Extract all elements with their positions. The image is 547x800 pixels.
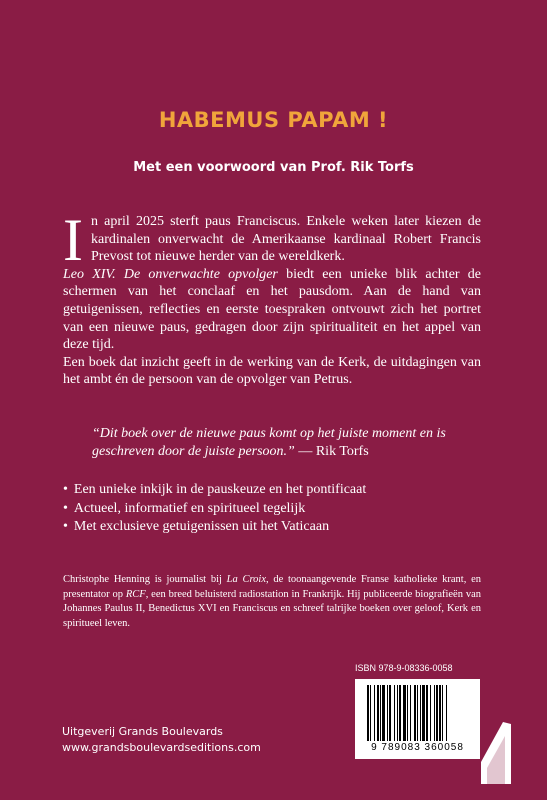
pull-quote <box>92 425 467 461</box>
bio-text: Christophe Henning is journalist bij <box>63 574 227 585</box>
bio-text: , de toonaangevende Franse katholieke krant, en presentator op <box>63 574 481 600</box>
barcode <box>355 679 480 759</box>
publisher-url: www.grandsboulevardseditions.com <box>62 741 261 754</box>
barcode-bars <box>365 685 470 741</box>
cover-subtitle: Met een voorwoord van Prof. Rik Torfs <box>133 160 414 175</box>
feature-list <box>63 481 483 537</box>
quote-attribution: — Rik Torfs <box>294 444 369 459</box>
isbn-label: ISBN 978-9-08336-0058 <box>355 663 453 673</box>
blurb <box>63 207 481 389</box>
list-item: • Een unieke inkijk in de pauskeuze en het pontificaat <box>63 481 483 500</box>
blurb-paragraph-1 <box>63 207 481 273</box>
author-bio <box>63 573 481 631</box>
list-item: • Met exclusieve getuigenissen uit het Vaticaan <box>63 518 483 537</box>
list-item: • Actueel, informatief en spiritueel tegelijk <box>63 500 483 519</box>
quote-text: “Dit boek over de nieuwe paus komt op het juiste moment en is geschreven door de juiste persoon.” <box>92 426 446 459</box>
publisher-name: Uitgeverij Grands Boulevards <box>62 725 223 738</box>
blurb-paragraph-3: Een boek dat inzicht geeft in de werking van de Kerk, de uitdagingen van het ambt én de persoon van de opvolger van Petrus. <box>63 354 481 388</box>
barcode-digits: 9 789083 360058 <box>371 742 464 753</box>
publisher-info <box>62 724 261 756</box>
blurb-p2-text: biedt een unieke blik achter de schermen van het conclaaf en het pausdom. Aan de hand van getuigenissen, reflecties en eerste toespraken ontvouwt zich het portret van een nieuwe paus, gedragen door zijn spiritualiteit en het appel van deze tijd. <box>63 266 481 353</box>
bio-text: , een breed beluisterd radiostation in Frankrijk. Hij publiceerde biografieën van Johannes Paulus II, Benedictus XVI en Franciscus en schreef talrijke boeken over geloof, Kerk en spiritueel leven. <box>63 588 481 629</box>
drop-cap: I <box>63 207 83 273</box>
publisher-logo-icon <box>481 722 511 784</box>
blurb-p1-text: n april 2025 sterft paus Franciscus. Enkele weken later kiezen de kardinalen onverwacht de Amerikaanse kardinaal Robert Francis Prevost tot nieuwe herder van de wereldkerk. <box>90 214 481 265</box>
bio-radio: RCF <box>125 588 146 600</box>
book-title-italic: Leo XIV. De onverwachte opvolger <box>63 266 278 282</box>
blurb-paragraph-2 <box>63 266 481 354</box>
bio-newspaper: La Croix <box>226 574 267 585</box>
cover-title: HABEMUS PAPAM ! <box>158 108 389 132</box>
